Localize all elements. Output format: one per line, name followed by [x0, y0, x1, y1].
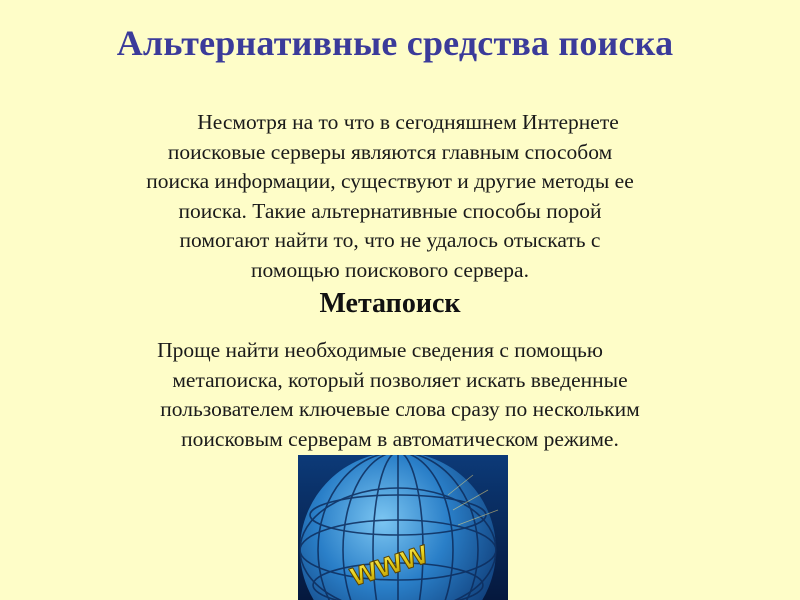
www-globe-image	[298, 455, 508, 600]
metasearch-line: Проще найти необходимые сведения с помощью	[157, 338, 603, 362]
intro-line: помощью поискового сервера.	[251, 257, 529, 282]
section-heading-metasearch: Метапоиск	[319, 288, 461, 319]
www-letters: www	[344, 533, 433, 594]
metasearch-line: пользователем ключевые слова сразу по нескольким	[160, 397, 640, 421]
intro-line: Несмотря на то что в сегодняшнем Интернете	[197, 110, 619, 134]
intro-line: поиска информации, существуют и другие методы ее	[146, 169, 634, 193]
intro-paragraph	[95, 108, 685, 285]
metasearch-line: метапоиска, который позволяет искать введенные	[172, 367, 628, 392]
metasearch-line: поисковым серверам в автоматическом режиме.	[181, 426, 619, 451]
metasearch-paragraph	[90, 336, 710, 454]
intro-line: поисковые серверы являются главным способом	[167, 139, 613, 164]
slide-title: Альтернативные средства поиска	[116, 23, 674, 63]
intro-line: помогают найти то, что не удалось отыскать с	[179, 228, 601, 252]
globe-illustration	[298, 455, 508, 600]
intro-line: поиска. Такие альтернативные способы порой	[178, 198, 602, 223]
